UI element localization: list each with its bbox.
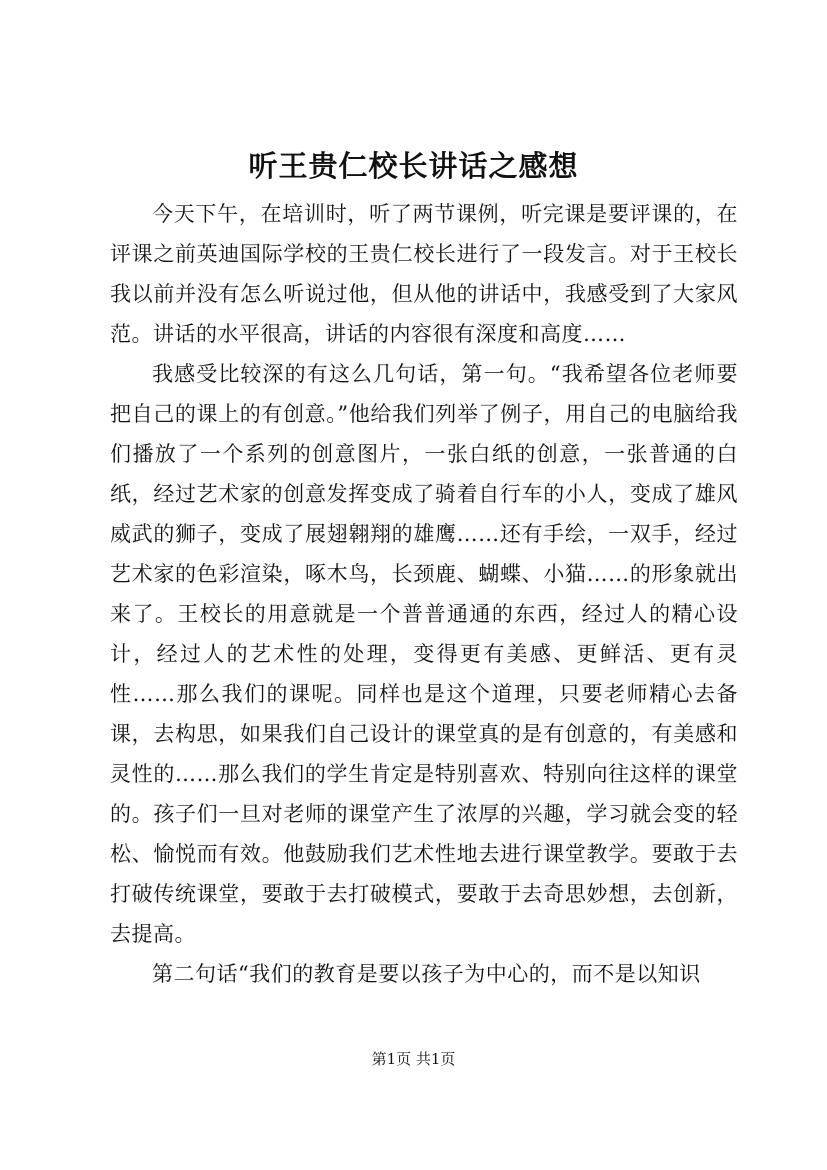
document-body	[110, 194, 738, 994]
document-title: 听王贵仁校长讲话之感想	[248, 149, 579, 183]
paragraph-3: 第二句话“我们的教育是要以孩子为中心的，而不是以知识	[152, 962, 701, 986]
paragraph-1: 今天下午，在培训时，听了两节课例，听完课是要评课的，在评课之前英迪国际学校的王贵仁校长进行了一段发言。对于王校长我以前并没有怎么听说过他，但从他的讲话中，我感受到了大家风范。讲话的水平很高，讲话的内容很有深度和高度……	[110, 202, 738, 346]
paragraph-2: 我感受比较深的有这么几句话，第一句。“我希望各位老师要把自己的课上的有创意。”他给我们列举了例子，用自己的电脑给我们播放了一个系列的创意图片，一张白纸的创意，一张普通的白纸，经过艺术家的创意发挥变成了骑着自行车的小人，变成了雄风威武的狮子，变成了展翅翱翔的雄鹰……还有手绘，一双手，经过艺术家的色彩渲染，啄木鸟，长颈鹿、蝴蝶、小猫……的形象就出来了。王校长的用意就是一个普普通通的东西，经过人的精心设计，经过人的艺术性的处理，变得更有美感、更鲜活、更有灵性……那么我们的课呢。同样也是这个道理，只要老师精心去备课，去构思，如果我们自己设计的课堂真的是有创意的，有美感和灵性的……那么我们的学生肯定是特别喜欢、特别向往这样的课堂的。孩子们一旦对老师的课堂产生了浓厚的兴趣，学习就会变的轻松、愉悦而有效。他鼓励我们艺术性地去进行课堂教学。要敢于去打破传统课堂，要敢于去打破模式，要敢于去奇思妙想，去创新，去提高。	[110, 362, 738, 946]
page-number-footer: 第1页 共1页	[371, 1050, 456, 1068]
